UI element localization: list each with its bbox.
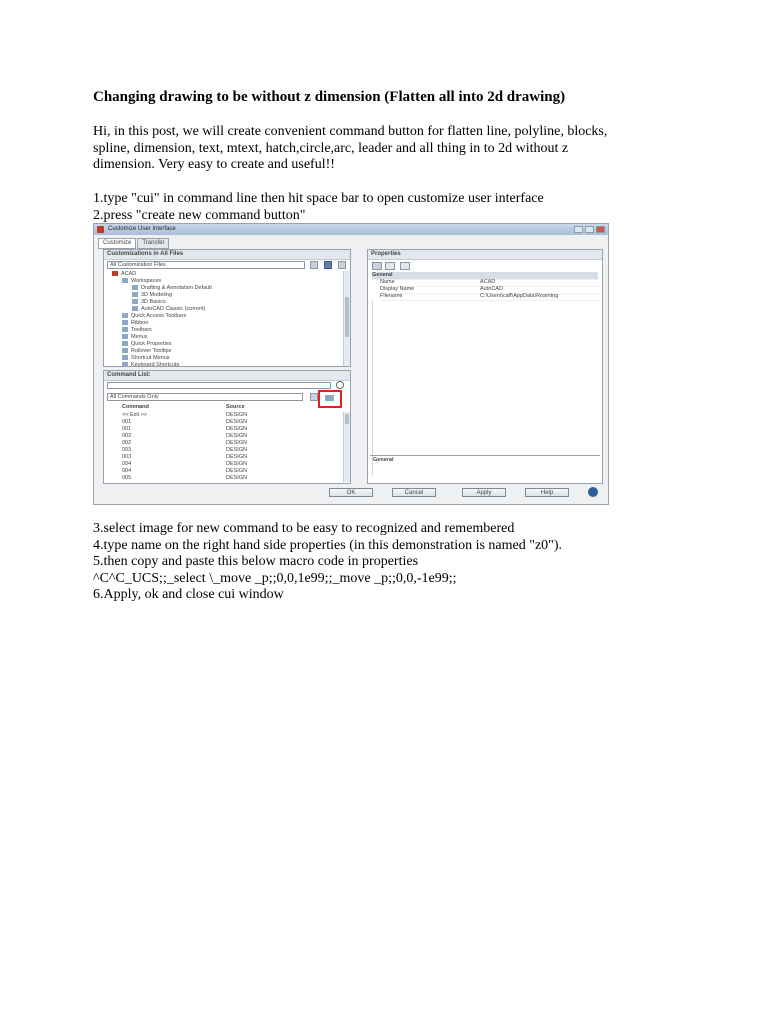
search-icon: [336, 381, 344, 389]
command-scrollbar: [343, 412, 350, 482]
customizations-header: Customizations in All Files: [104, 250, 350, 260]
ribbon-icon: [122, 320, 128, 325]
acad-icon: [112, 271, 118, 276]
tree-item: Drafting & Annotation Default: [132, 285, 212, 292]
step-line: 6.Apply, ok and close cui window: [93, 587, 284, 602]
expand-icon: [588, 487, 598, 497]
table-row: 004 DESIGN: [122, 461, 248, 467]
window-controls: [574, 226, 605, 233]
step-line: 1.type "cui" in command line then hit space bar to open customize user interface: [93, 191, 544, 206]
table-row: 005 DESIGN: [122, 475, 248, 481]
intro-paragraph: [93, 124, 693, 174]
tab-transfer: Transfer: [137, 238, 169, 249]
command-search-input: [107, 382, 331, 389]
sort-alpha-icon: [385, 262, 395, 270]
table-row: 001 DESIGN: [122, 426, 248, 432]
command-list-columns: [108, 404, 245, 411]
command-filter-dropdown: All Commands Only: [107, 393, 303, 401]
tree-item: Keyboard Shortcuts: [122, 362, 179, 368]
scrollbar-thumb: [345, 414, 349, 424]
toolbar-icon: [122, 313, 128, 318]
command-list-header: Command List:: [104, 371, 350, 381]
table-row: 003 DESIGN: [122, 454, 248, 460]
document-title: Changing drawing to be without z dimension (Flatten all into 2d drawing): [93, 89, 566, 105]
keyboard-icon: [122, 362, 128, 367]
menu-icon: [122, 355, 128, 360]
column-source: Source: [226, 404, 245, 410]
properties-icon: [122, 341, 128, 346]
preview-icon: [338, 261, 346, 269]
property-row: Display Name AutoCAD: [380, 286, 602, 294]
properties-header: Properties: [368, 250, 602, 260]
save-icon: [324, 261, 332, 269]
cui-dialog-screenshot: [93, 223, 609, 505]
autocad-app-icon: [97, 226, 104, 233]
tree-item: Quick Access Toolbars: [122, 313, 186, 320]
property-row: Filename C:\Users\caff\AppData\Roaming: [380, 293, 602, 301]
cancel-button: Cancel: [392, 488, 436, 497]
new-command-icon: [325, 395, 334, 401]
cui-title-bar: [94, 224, 608, 235]
help-button: Help: [525, 488, 569, 497]
minimize-icon: [574, 226, 583, 233]
maximize-icon: [585, 226, 594, 233]
tree-item: AutoCAD Classic (current): [132, 306, 206, 313]
command-list-panel: [103, 370, 351, 484]
macro-code-line: ^C^C_UCS;;_select \_move _p;;0,0,1e99;;_move _p;;0,0,-1e99;;: [93, 570, 457, 586]
tree-scrollbar: [343, 271, 350, 366]
divider: [370, 455, 600, 456]
tree-item: Workspaces: [122, 278, 161, 285]
table-row: << Exit >> DESIGN: [122, 412, 248, 418]
table-row: 002 DESIGN: [122, 433, 248, 439]
create-new-command-button-highlight: [318, 390, 342, 408]
properties-section-row: General: [372, 272, 598, 280]
intro-line: dimension. Very easy to create and useful!!: [93, 157, 335, 172]
tree-item: Toolbars: [122, 327, 152, 334]
tree-item: Menus: [122, 334, 148, 341]
folder-icon: [122, 278, 128, 283]
steps-list-second: [93, 521, 562, 604]
steps-list-first: [93, 191, 544, 224]
close-icon: [596, 226, 605, 233]
tree-item: Ribbon: [122, 320, 148, 327]
ok-button: OK: [329, 488, 373, 497]
intro-line: Hi, in this post, we will create convenient command button for flatten line, polyline, blocks,: [93, 124, 608, 139]
filter-icon: [310, 393, 318, 401]
workspace-icon: [132, 285, 138, 290]
step-line: 5.then copy and paste this below macro code in properties: [93, 554, 419, 569]
scrollbar-thumb: [345, 297, 349, 337]
customizations-filter-dropdown: All Customization Files: [107, 261, 305, 269]
property-row: Name ACAD: [380, 279, 602, 287]
workspace-icon: [132, 299, 138, 304]
tooltip-icon: [122, 348, 128, 353]
step-line: 2.press "create new command button": [93, 207, 306, 223]
tree-item: ACAD: [112, 271, 136, 278]
step-line: 4.type name on the right hand side properties (in this demonstration is named "z0").: [93, 537, 563, 553]
tab-customize: Customize: [98, 238, 136, 249]
apply-button: Apply: [462, 488, 506, 497]
tree-item: 3D Basics: [132, 299, 166, 306]
table-row: 003 DESIGN: [122, 447, 248, 453]
properties-grid-line: [372, 301, 373, 475]
table-row: 001 DESIGN: [122, 419, 248, 425]
properties-footer-label: General: [373, 457, 394, 463]
categorized-icon: [372, 262, 382, 270]
tree-item: 3D Modeling: [132, 292, 172, 299]
workspace-icon: [132, 306, 138, 311]
properties-panel: [367, 249, 603, 484]
tree-item: Rollover Tooltips: [122, 348, 171, 355]
column-command: Command: [122, 404, 149, 410]
cui-tabs: [98, 238, 169, 249]
open-file-icon: [310, 261, 318, 269]
menu-icon: [122, 334, 128, 339]
customizations-panel: [103, 249, 351, 367]
toolbar-icon: [122, 327, 128, 332]
cui-window-title: Customize User Interface: [108, 226, 176, 232]
table-row: 002 DESIGN: [122, 440, 248, 446]
tree-item: Shortcut Menus: [122, 355, 170, 362]
workspace-icon: [132, 292, 138, 297]
intro-line: spline, dimension, text, mtext, hatch,circle,arc, leader and all thing in to 2d without z: [93, 140, 569, 156]
table-row: 004 DESIGN: [122, 468, 248, 474]
step-line: 3.select image for new command to be easy to recognized and remembered: [93, 521, 515, 536]
property-pages-icon: [400, 262, 410, 270]
tree-item: Quick Properties: [122, 341, 172, 348]
